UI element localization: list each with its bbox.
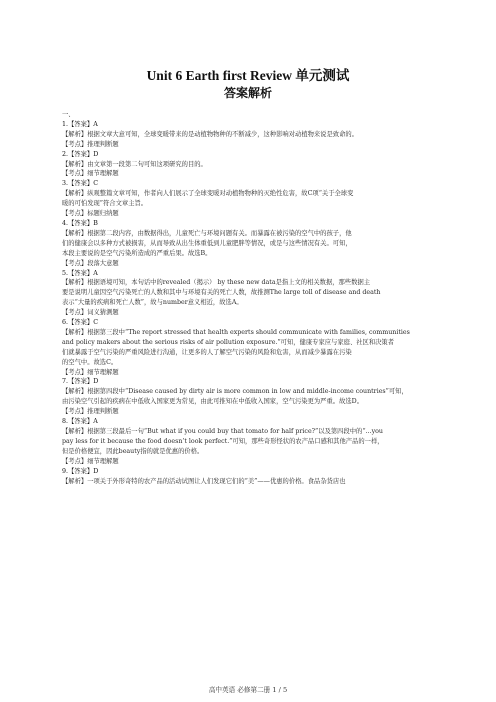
text-line: 【考点】推理判断题 xyxy=(62,408,119,416)
text-line: 【解析】由文章第一段第二句可知这项研究的目的。 xyxy=(62,160,207,168)
text-line: 3.【答案】C xyxy=(62,180,99,188)
text-line: 【解析】根据语境可知，本句话中的revealed（揭示） by these new data是指上文的相关数据，那些数据主 xyxy=(62,279,371,287)
text-line: 1.【答案】A xyxy=(62,120,98,128)
text-line: 7.【答案】D xyxy=(62,378,99,386)
answer-content xyxy=(62,110,437,486)
document-subtitle: 答案解析 xyxy=(223,86,272,100)
text-line: 【考点】细节理解题 xyxy=(62,368,119,376)
text-line: 9.【答案】D xyxy=(62,467,99,475)
text-line: 8.【答案】A xyxy=(62,418,98,426)
document-title: Unit 6 Earth first Review 单元测试 xyxy=(146,68,350,83)
text-line: 但是价格便宜，因此beauty指的就是优惠的价格。 xyxy=(62,447,204,455)
page-footer: 高中英语 必修第二册 1 / 5 xyxy=(208,686,288,694)
text-line: 【考点】细节理解题 xyxy=(62,457,119,465)
text-line: 一、 xyxy=(62,111,75,118)
text-line: 【考点】段落大意题 xyxy=(62,259,119,267)
text-line: 【解析】根据第四段中“Disease caused by dirty air is more common in low and middle-income countries”可知， xyxy=(62,388,408,396)
text-line: 6.【答案】C xyxy=(62,319,99,327)
text-line: and policy makers about the serious risks of air pollution exposure.”可知，健康专家应与家庭、社区和决策者 xyxy=(62,338,395,346)
text-line: 【解析】根据第二段内容，由数据得出，儿童死亡与环境问题有关。而暴露在被污染的空气中的孩子，他 xyxy=(62,229,352,237)
text-line: 5.【答案】A xyxy=(62,269,98,277)
text-line: 表示“大量的疾病和死亡人数”，故与number意义相近，故选A。 xyxy=(62,299,243,307)
text-line: 【考点】推理判断题 xyxy=(62,140,119,148)
text-line: 由污染空气引起的疾病在中低收入国家更为常见，由此可推知在中低收入国家，空气污染更为严重。故选D。 xyxy=(62,398,364,406)
text-line: 【考点】标题归纳题 xyxy=(62,210,119,218)
text-line: 【解析】根据文章大意可知，全球变暖带来的是动植物物种的不断减少，这种影响对动植物来说是致命的。 xyxy=(62,130,358,138)
text-line: 【解析】根据第三段最后一句“But what if you could buy that tomato for half price?”以及第四段中的“...you xyxy=(62,428,383,435)
text-line: 【解析】一项关于外形奇特的农产品的活动试图让人们发现它们的“美”——优惠的价格。食品杂货店也 xyxy=(62,477,346,485)
text-line: 暖的可怕发现”符合文章主旨。 xyxy=(62,200,148,208)
text-line: 【考点】细节理解题 xyxy=(62,170,119,178)
text-line: 2.【答案】D xyxy=(62,150,99,158)
text-line: 【解析】根据第三段中“The report stressed that health experts should communicate with families, communities xyxy=(62,328,410,336)
text-line: 4.【答案】B xyxy=(62,219,98,227)
text-line: 本段主要说的是空气污染所造成的严重后果。故选B。 xyxy=(62,249,212,257)
text-line: 们就暴露于空气污染的严重风险进行沟通，让更多的人了解空气污染的风险和危害，从而减少暴露在污染 xyxy=(62,348,352,356)
text-line: 【考点】词义猜测题 xyxy=(62,309,119,317)
text-line: 要是说明儿童因空气污染死亡的人数和其中与环境有关的死亡人数，故推测The large toll of disease and death xyxy=(62,289,381,297)
text-line: 们的健康会以多种方式被损害，从而导致从出生体重低到儿童肥胖等情况，或是与这些情况有关。可知， xyxy=(62,239,352,247)
text-line: 的空气中。故选C。 xyxy=(62,358,118,366)
text-line: pay less for it because the food doesn’t look perfect.”可知，那些奇形怪状的农产品口感和其他产品的一样， xyxy=(62,437,384,445)
text-line: 【解析】纵观整篇文章可知，作者向人们展示了全球变暖对动植物物种的灭绝性危害，故C项“关于全球变 xyxy=(62,190,354,198)
